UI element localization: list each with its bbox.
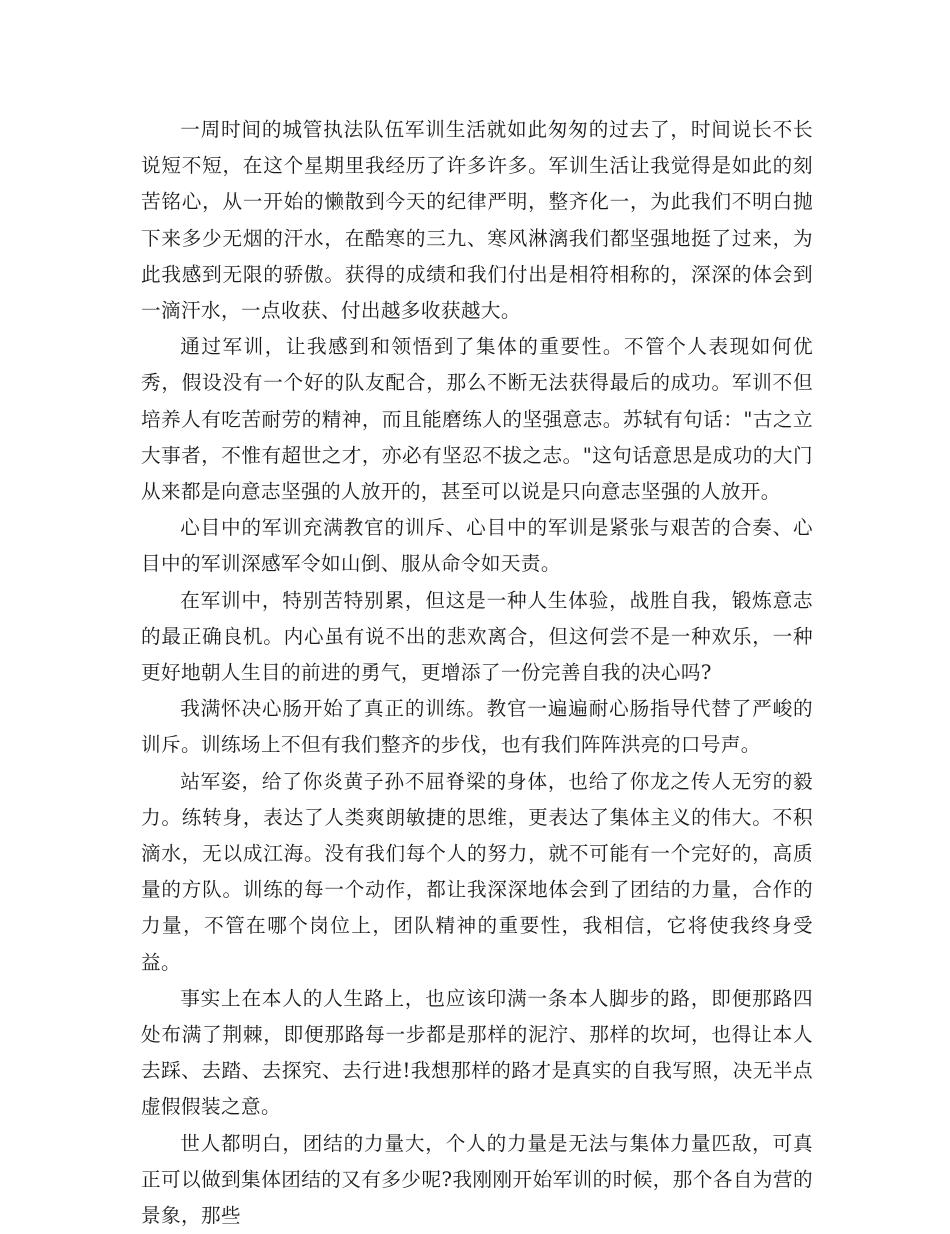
- paragraph-1: 一周时间的城管执法队伍军训生活就如此匆匆的过去了，时间说长不长说短不短，在这个星期里我经历了许多许多。军训生活让我觉得是如此的刻苦铭心，从一开始的懒散到今天的纪律严明，整齐化一，为此我们不明白抛下来多少无烟的汗水，在酷寒的三九、寒风淋漓我们都坚强地挺了过来，为此我感到无限的骄傲。获得的成绩和我们付出是相符相称的，深深的体会到一滴汗水，一点收获、付出越多收获越大。: [141, 118, 813, 323]
- paragraph-2: 通过军训，让我感到和领悟到了集体的重要性。不管个人表现如何优秀，假设没有一个好的队友配合，那么不断无法获得最后的成功。军训不但培养人有吃苦耐劳的精神，而且能磨练人的坚强意志。苏轼有句话："古之立大事者，不惟有超世之才，亦必有坚忍不拔之志。"这句话意思是成功的大门从来都是向意志坚强的人放开的，甚至可以说是只向意志坚强的人放开。: [141, 335, 813, 504]
- paragraph-3: 心目中的军训充满教官的训斥、心目中的军训是紧张与艰苦的合奏、心目中的军训深感军令如山倒、服从命令如天责。: [141, 516, 813, 576]
- paragraph-6: 站军姿，给了你炎黄子孙不屈脊梁的身体，也给了你龙之传人无穷的毅力。练转身，表达了人类爽朗敏捷的思维，更表达了集体主义的伟大。不积滴水，无以成江海。没有我们每个人的努力，就不可能有一个完好的，高质量的方队。训练的每一个动作，都让我深深地体会到了团结的力量，合作的力量，不管在哪个岗位上，团队精神的重要性，我相信，它将使我终身受益。: [141, 769, 813, 974]
- paragraph-8: 世人都明白，团结的力量大，个人的力量是无法与集体力量匹敌，可真正可以做到集体团结的又有多少呢?我刚刚开始军训的时候，那个各自为营的景象，那些: [141, 1131, 813, 1228]
- paragraph-5: 我满怀决心肠开始了真正的训练。教官一遍遍耐心肠指导代替了严峻的训斥。训练场上不但有我们整齐的步伐，也有我们阵阵洪亮的口号声。: [141, 697, 813, 757]
- paragraph-4: 在军训中，特别苦特别累，但这是一种人生体验，战胜自我，锻炼意志的最正确良机。内心虽有说不出的悲欢离合，但这何尝不是一种欢乐，一种更好地朝人生目的前进的勇气，更增添了一份完善自我的决心吗?: [141, 588, 813, 685]
- document-body: [141, 112, 813, 1234]
- paragraph-7: 事实上在本人的人生路上，也应该印满一条本人脚步的路，即便那路四处布满了荆棘，即便那路每一步都是那样的泥泞、那样的坎坷，也得让本人去踩、去踏、去探究、去行进!我想那样的路才是真实的自我写照，决无半点虚假假装之意。: [141, 986, 813, 1119]
